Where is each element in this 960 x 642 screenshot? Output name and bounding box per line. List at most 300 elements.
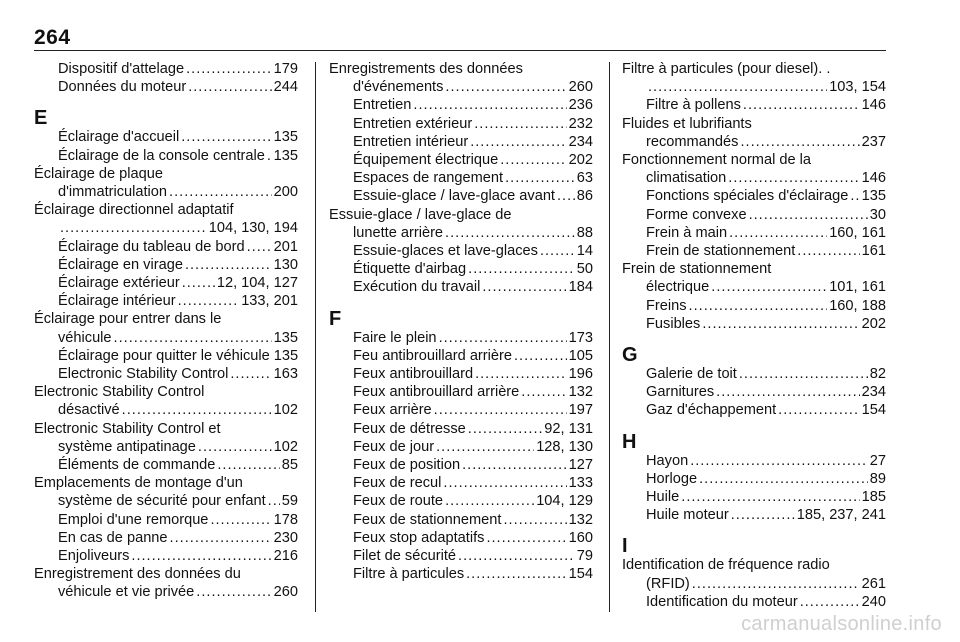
index-entry-leader-row (353, 78, 593, 96)
index-entry-pages: 85 (281, 457, 298, 474)
index-entry (329, 187, 593, 205)
index-entry-leader-row (353, 187, 593, 205)
index-entry-pages: 127 (568, 457, 593, 474)
index-entry-text: Faire le plein (353, 329, 437, 346)
dot-leader (557, 187, 575, 205)
index-entry-text: Éclairage d'accueil (58, 129, 180, 146)
index-entry-text: Feux antibrouillard arrière (353, 384, 520, 401)
index-section-letter: I (622, 535, 628, 558)
index-entry-leader-row (353, 115, 593, 133)
dot-leader (474, 115, 566, 133)
index-entry-pages: 160 (568, 529, 593, 546)
index-entry-text: Essuie-glaces et lave-glaces (353, 243, 538, 260)
index-entry-pages: 132 (568, 511, 593, 528)
index-entry-pages: 27 (869, 452, 886, 469)
index-entry-text: Filtre à particules (pour diesel). . (622, 61, 831, 77)
index-entry-text: Freins (646, 297, 687, 314)
index-entry-text: lunette arrière (353, 224, 444, 241)
index-entry-pages: 201 (273, 238, 298, 255)
index-entry-text: Fusibles (646, 315, 701, 332)
index-entry-pages: 234 (568, 133, 593, 150)
index-entry-text: Filet de sécurité (353, 548, 457, 565)
index-entry (329, 60, 593, 96)
index-entry-leader-row (58, 256, 298, 274)
index-entry-pages: 184 (568, 279, 593, 296)
index-entry-text: Éclairage extérieur (58, 275, 180, 292)
index-entry (34, 347, 298, 365)
index-entry-pages: 92, 131 (544, 420, 593, 437)
dot-leader (743, 96, 860, 114)
dot-leader (739, 365, 868, 383)
index-entry-text: Frein de stationnement (646, 243, 796, 260)
index-entry-pages: 89 (869, 470, 886, 487)
index-entry-text: Feux de recul (353, 475, 442, 492)
index-entry-pages: 128, 130 (536, 438, 593, 455)
index-column-2 (329, 60, 593, 583)
index-entry-text: Gaz d'échappement (646, 402, 777, 419)
index-entry-text: Frein de stationnement (622, 261, 772, 278)
index-entry-leader-row (646, 365, 886, 383)
index-entry-pages: 14 (576, 243, 593, 260)
index-entry-leader-row (353, 456, 593, 474)
index-entry-leader-row (58, 365, 298, 383)
index-entry-leader-row (646, 169, 886, 187)
index-entry-pages: 154 (568, 566, 593, 583)
index-entry (34, 201, 298, 237)
index-entry-text: Filtre à pollens (646, 97, 741, 114)
index-entry-leader-row (353, 547, 593, 565)
index-entry-text: Essuie-glace / lave-glace avant (353, 188, 555, 205)
dot-leader (445, 224, 575, 242)
index-entry-leader-row (353, 278, 593, 296)
index-entry (329, 329, 593, 347)
dot-leader (247, 238, 272, 256)
dot-leader (458, 547, 575, 565)
index-entry (34, 256, 298, 274)
dot-leader (122, 401, 272, 419)
dot-leader (131, 547, 271, 565)
index-entry-text: Données du moteur (58, 79, 187, 96)
index-entry-text: climatisation (646, 170, 727, 187)
index-entry (329, 133, 593, 151)
index-entry-leader-row (58, 219, 298, 237)
index-entry (622, 488, 886, 506)
index-entry-text: Entretien (353, 97, 412, 114)
index-entry-leader-row (353, 96, 593, 114)
index-entry-text: Éclairage de la console centrale (58, 147, 265, 164)
index-entry (622, 365, 886, 383)
index-entry-pages: 154 (861, 402, 886, 419)
index-entry-pages: 160, 188 (829, 297, 886, 314)
index-entry-leader-row (353, 347, 593, 365)
index-entry-leader-row (353, 242, 593, 260)
index-entry-pages: 200 (273, 184, 298, 201)
dot-leader (434, 401, 567, 419)
index-entry-leader-row (646, 96, 886, 114)
index-entry-pages: 260 (273, 584, 298, 601)
index-entry-pages: 63 (576, 170, 593, 187)
index-column-1 (34, 60, 298, 602)
index-entry-text: Feux stop adaptatifs (353, 529, 485, 546)
index-entry-text: Éclairage pour entrer dans le (34, 311, 222, 328)
index-entry-leader-row (646, 224, 886, 242)
index-entry (329, 456, 593, 474)
index-entry-pages: 135 (273, 347, 299, 364)
index-entry-pages: 79 (576, 548, 593, 565)
index-entry-pages: 179 (273, 61, 298, 77)
index-entry-leader-row (646, 593, 886, 611)
index-entry-leader-row (353, 438, 593, 456)
index-entry-pages: 133 (568, 475, 593, 492)
index-entry-pages: 230 (273, 529, 298, 546)
index-entry-pages: 160, 161 (829, 224, 886, 241)
index-entry (622, 401, 886, 419)
index-entry-leader-row (353, 151, 593, 169)
dot-leader (210, 511, 271, 529)
index-entry-leader-row (646, 575, 886, 593)
index-entry-text: recommandés (646, 133, 739, 150)
dot-leader (443, 474, 566, 492)
index-entry-pages: 216 (273, 548, 298, 565)
dot-leader (196, 583, 271, 601)
index-entry-text: Enregistrement des données du (34, 566, 241, 583)
index-entry-pages: 146 (861, 170, 886, 187)
index-entry (329, 383, 593, 401)
index-entry-text: Étiquette d'airbag (353, 261, 467, 278)
index-entry (622, 470, 886, 488)
index-entry-leader-row (58, 147, 298, 165)
index-entry-leader-row (58, 78, 298, 96)
column-divider (315, 62, 316, 612)
index-entry-leader-row (646, 206, 886, 224)
index-entry-text: d'immatriculation (58, 184, 168, 201)
dot-leader (699, 470, 868, 488)
dot-leader (186, 60, 272, 78)
index-entry-text: Feux de stationnement (353, 511, 502, 528)
index-entry-text: Feu antibrouillard arrière (353, 347, 512, 364)
index-entry-text: système antipatinage (58, 438, 196, 455)
index-entry-pages: 196 (568, 366, 593, 383)
index-entry (34, 78, 298, 96)
dot-leader (466, 565, 567, 583)
index-entry-pages: 240 (861, 593, 886, 610)
dot-leader (648, 78, 827, 96)
index-entry (34, 310, 298, 346)
index-entry (34, 165, 298, 201)
index-entry (622, 206, 886, 224)
index-entry-pages: 105 (568, 347, 593, 364)
index-entry-pages: 135 (861, 188, 886, 205)
index-entry (329, 278, 593, 296)
index-section-letter: F (329, 307, 342, 330)
index-entry-pages: 12, 104, 127 (216, 275, 298, 292)
index-entry-leader-row (353, 224, 593, 242)
index-entry-pages: 261 (861, 575, 886, 592)
index-entry-pages: 146 (861, 97, 886, 114)
index-entry-pages: 86 (576, 188, 593, 205)
index-entry (329, 547, 593, 565)
index-section-letter: G (622, 344, 638, 367)
index-entry-leader-row (646, 470, 886, 488)
dot-leader (470, 133, 566, 151)
index-entry-text: Filtre à particules (353, 566, 465, 583)
index-section-letter: E (34, 107, 48, 130)
index-entry-leader-row (353, 365, 593, 383)
index-entry (34, 128, 298, 146)
index-entry-pages: 163 (273, 366, 298, 383)
index-entry-leader-row (353, 420, 593, 438)
index-entry-text: d'événements (353, 79, 444, 96)
dot-leader (462, 456, 567, 474)
header-rule (34, 50, 886, 51)
dot-leader (729, 224, 827, 242)
dot-leader (268, 492, 280, 510)
index-entry (34, 365, 298, 383)
index-entry-pages: 133, 201 (241, 293, 298, 310)
index-entry-leader-row (58, 438, 298, 456)
index-entry-pages: 202 (568, 152, 593, 169)
index-entry-leader-row (646, 187, 886, 205)
index-entry (329, 242, 593, 260)
index-entry-text: Horloge (646, 470, 698, 487)
index-entry (34, 456, 298, 474)
index-entry-leader-row (58, 401, 298, 419)
dot-leader (505, 169, 575, 187)
index-entry-leader-row (58, 238, 298, 256)
index-entry-leader-row (353, 492, 593, 510)
index-entry-pages: 59 (281, 493, 298, 510)
index-entry (622, 242, 886, 260)
index-entry-leader-row (58, 183, 298, 201)
index-entry (34, 547, 298, 565)
index-entry-pages: 173 (568, 329, 593, 346)
dot-leader (445, 78, 566, 96)
index-entry-pages: 260 (568, 79, 593, 96)
index-entry-pages: 185 (861, 489, 886, 506)
dot-leader (850, 187, 859, 205)
index-entry-leader-row (58, 456, 298, 474)
index-entry-text: Éclairage de plaque (34, 165, 164, 182)
index-entry-pages: 161 (861, 243, 886, 260)
index-entry (622, 556, 886, 592)
index-entry (329, 169, 593, 187)
dot-leader (188, 78, 271, 96)
index-entry-pages: 88 (576, 224, 593, 241)
index-entry (622, 115, 886, 151)
index-entry (34, 565, 298, 601)
index-entry-text: Enregistrements des données (329, 61, 523, 77)
index-entry-leader-row (646, 78, 886, 96)
dot-leader (500, 151, 566, 169)
index-entry (329, 474, 593, 492)
index-entry-pages: 197 (568, 402, 593, 419)
dot-leader (217, 456, 279, 474)
index-entry-pages: 234 (861, 384, 886, 401)
index-entry-text: Enjoliveurs (58, 548, 130, 565)
index-entry-text: Forme convexe (646, 206, 747, 223)
index-entry-leader-row (58, 60, 298, 78)
dot-leader (716, 383, 860, 401)
dot-leader (514, 347, 567, 365)
index-entry-text: Electronic Stability Control (58, 366, 229, 383)
index-entry-pages: 237 (861, 133, 886, 150)
index-entry-text: Galerie de toit (646, 366, 737, 383)
index-entry-leader-row (646, 401, 886, 419)
index-entry-text: Fonctionnement normal de la (622, 152, 812, 169)
dot-leader (413, 96, 566, 114)
index-entry-text: En cas de panne (58, 529, 168, 546)
index-entry (622, 96, 886, 114)
index-entry-pages: 135 (273, 147, 298, 164)
index-entry-text: Garnitures (646, 384, 715, 401)
index-entry-text: Feux antibrouillard (353, 366, 474, 383)
index-entry-pages: 135 (273, 329, 298, 346)
index-entry-pages: 244 (273, 79, 298, 96)
dot-leader (521, 383, 566, 401)
index-entry-text: Éléments de commande (58, 457, 216, 474)
index-entry-text: (RFID) (646, 575, 690, 592)
index-entry-text: Feux arrière (353, 402, 432, 419)
dot-leader (468, 260, 575, 278)
index-entry-text: Essuie-glace / lave-glace de (329, 206, 512, 223)
index-entry (622, 297, 886, 315)
index-entry-text: électrique (646, 279, 710, 296)
dot-leader (778, 401, 859, 419)
index-entry-text: Éclairage intérieur (58, 293, 176, 310)
index-entry (329, 206, 593, 242)
index-entry (622, 151, 886, 187)
index-entry (622, 187, 886, 205)
index-entry-leader-row (646, 278, 886, 296)
index-entry-leader-row (353, 260, 593, 278)
index-entry-text: Espaces de rangement (353, 170, 504, 187)
index-entry (329, 401, 593, 419)
index-entry (622, 593, 886, 611)
index-entry-text: Éclairage directionnel adaptatif (34, 202, 234, 219)
index-entry-text: Fluides et lubrifiants (622, 115, 752, 132)
index-entry-leader-row (646, 242, 886, 260)
index-entry (622, 60, 886, 96)
index-entry (34, 383, 298, 419)
index-entry-text: Electronic Stability Control et (34, 420, 221, 437)
index-entry (329, 365, 593, 383)
index-entry-leader-row (353, 133, 593, 151)
index-entry-pages: 30 (869, 206, 886, 223)
index-entry-pages: 178 (273, 511, 298, 528)
dot-leader (267, 147, 272, 165)
index-entry-pages: 103, 154 (829, 79, 886, 96)
index-entry (34, 292, 298, 310)
index-entry (329, 565, 593, 583)
index-entry (34, 420, 298, 456)
index-entry-text: Exécution du travail (353, 279, 481, 296)
dot-leader (230, 365, 271, 383)
index-entry-pages: 185, 237, 241 (796, 507, 886, 524)
index-entry-pages: 236 (568, 97, 593, 114)
index-entry-text: Huile moteur (646, 507, 729, 524)
index-entry-leader-row (58, 292, 298, 310)
dot-leader (711, 278, 827, 296)
dot-leader (445, 492, 534, 510)
index-entry-text: Feux de détresse (353, 420, 466, 437)
index-entry-text: désactivé (58, 402, 120, 419)
dot-leader (740, 133, 859, 151)
dot-leader (198, 438, 272, 456)
index-entry (34, 511, 298, 529)
index-entry (34, 474, 298, 510)
index-entry (34, 529, 298, 547)
dot-leader (540, 242, 575, 260)
index-entry-leader-row (58, 529, 298, 547)
index-entry (329, 511, 593, 529)
index-entry-text: Frein à main (646, 224, 728, 241)
index-entry-text: Emploi d'une remorque (58, 511, 209, 528)
index-entry-pages: 102 (273, 402, 298, 419)
index-entry-leader-row (646, 506, 886, 524)
index-entry-pages: 50 (576, 261, 593, 278)
index-entry-pages: 104, 129 (536, 493, 593, 510)
page-number: 264 (34, 26, 71, 49)
index-entry-text: Éclairage pour quitter le véhicule (58, 347, 270, 364)
index-entry-leader-row (58, 511, 298, 529)
index-entry-leader-row (353, 474, 593, 492)
index-entry-pages: 104, 130, 194 (208, 220, 298, 237)
index-entry (34, 147, 298, 165)
dot-leader (797, 242, 859, 260)
index-entry (329, 115, 593, 133)
index-entry-leader-row (58, 347, 298, 365)
index-entry-text: véhicule (58, 329, 112, 346)
index-entry-text: Éclairage en virage (58, 256, 183, 273)
index-entry-leader-row (646, 133, 886, 151)
index-section-letter: H (622, 430, 637, 453)
index-entry-text: Emplacements de montage d'un (34, 475, 243, 492)
dot-leader (439, 329, 567, 347)
index-entry (34, 60, 298, 78)
index-entry-text: Feux de jour (353, 438, 435, 455)
dot-leader (60, 219, 207, 237)
index-entry-pages: 102 (273, 438, 298, 455)
index-entry (622, 383, 886, 401)
dot-leader (728, 169, 859, 187)
index-entry-leader-row (58, 492, 298, 510)
dot-leader (702, 315, 859, 333)
dot-leader (468, 420, 543, 438)
index-entry-text: Équipement électrique (353, 152, 499, 169)
dot-leader (170, 529, 272, 547)
index-entry-leader-row (646, 297, 886, 315)
dot-leader (178, 292, 240, 310)
dot-leader (436, 438, 534, 456)
index-entry-leader-row (58, 128, 298, 146)
index-entry-text: Entretien intérieur (353, 133, 469, 150)
index-entry-leader-row (646, 488, 886, 506)
index-entry-pages: 135 (273, 129, 298, 146)
dot-leader (800, 593, 860, 611)
index-entry (329, 420, 593, 438)
dot-leader (181, 128, 271, 146)
dot-leader (182, 274, 215, 292)
index-entry-leader-row (646, 452, 886, 470)
index-entry-leader-row (353, 383, 593, 401)
index-entry (622, 224, 886, 242)
index-entry-text: Huile (646, 489, 680, 506)
index-entry (622, 260, 886, 296)
index-entry-pages: 202 (861, 315, 886, 332)
index-entry-pages: 232 (568, 115, 593, 132)
index-entry (329, 96, 593, 114)
dot-leader (185, 256, 272, 274)
